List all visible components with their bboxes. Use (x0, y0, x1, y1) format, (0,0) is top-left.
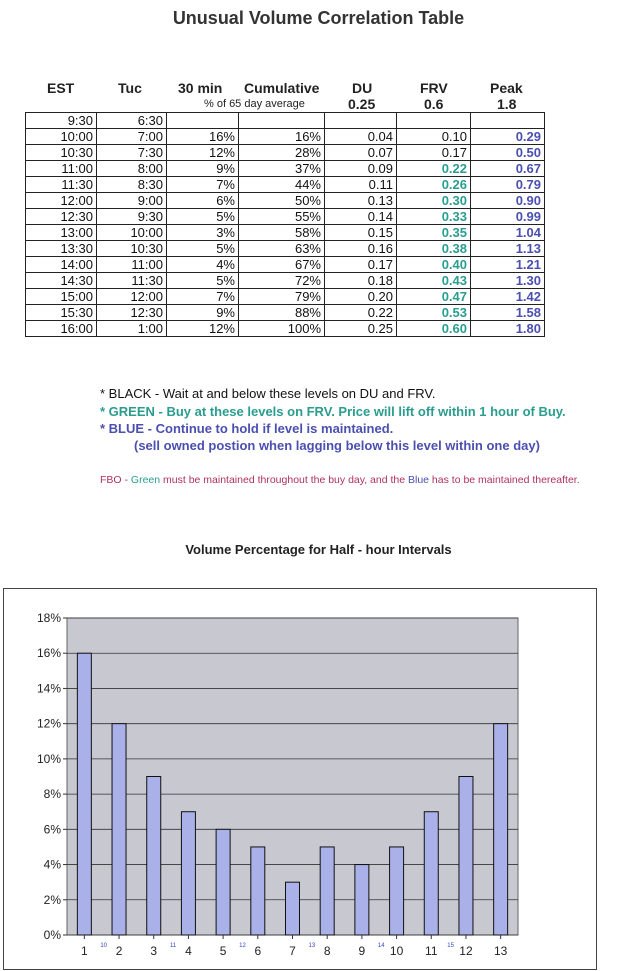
cell-tuc: 7:30 (97, 145, 167, 161)
cell-est: 10:30 (26, 145, 97, 161)
x-tick-label: 7 (289, 944, 296, 958)
header-frv-value: 0.6 (424, 96, 444, 112)
cell-tuc: 7:00 (97, 129, 167, 145)
cell-peak: 0.79 (471, 177, 545, 193)
y-tick-label: 18% (36, 611, 61, 625)
cell-peak: 0.29 (471, 129, 545, 145)
minor-x-label: 10 (100, 943, 108, 949)
minor-x-label: 15 (447, 943, 454, 949)
cell-cum: 16% (239, 129, 325, 145)
note-black: * BLACK - Wait at and below these levels on DU and FRV. (100, 386, 436, 401)
cell-du: 0.07 (325, 145, 397, 161)
cell-frv: 0.33 (397, 209, 471, 225)
bar (216, 829, 230, 935)
minor-x-label: 14 (377, 943, 385, 949)
cell-min30: 3% (167, 225, 239, 241)
cell-min30: 5% (167, 273, 239, 289)
cell-cum: 37% (239, 161, 325, 177)
cell-frv: 0.30 (397, 193, 471, 209)
cell-min30: 16% (167, 129, 239, 145)
header-peak-value: 1.8 (497, 96, 517, 112)
cell-cum: 100% (239, 321, 325, 337)
cell-est: 14:30 (26, 273, 97, 289)
cell-frv: 0.17 (397, 145, 471, 161)
cell-peak: 1.80 (471, 321, 545, 337)
cell-frv: 0.47 (397, 289, 471, 305)
cell-cum: 28% (239, 145, 325, 161)
x-tick-label: 11 (425, 944, 438, 958)
cell-tuc: 6:30 (97, 113, 167, 129)
x-tick-label: 2 (115, 944, 123, 958)
cell-peak: 1.58 (471, 305, 545, 321)
cell-cum: 58% (239, 225, 325, 241)
cell-tuc: 9:00 (97, 193, 167, 209)
cell-frv: 0.53 (397, 305, 471, 321)
cell-min30: 4% (167, 257, 239, 273)
bar (77, 653, 91, 935)
cell-peak: 1.30 (471, 273, 545, 289)
cell-frv: 0.40 (397, 257, 471, 273)
y-tick-label: 4% (43, 857, 61, 872)
chart-title: Volume Percentage for Half - hour Intervals (185, 542, 452, 557)
y-tick-label: 16% (36, 646, 61, 661)
y-tick-label: 0% (43, 928, 61, 942)
header-30min: 30 min (178, 80, 223, 96)
cell-peak: 0.50 (471, 145, 545, 161)
minor-x-label: 11 (169, 943, 177, 949)
y-tick-label: 10% (36, 751, 61, 766)
cell-min30: 5% (167, 241, 239, 257)
cell-du: 0.17 (325, 257, 397, 273)
cell-frv: 0.22 (397, 161, 471, 177)
cell-est: 9:30 (26, 113, 97, 129)
cell-min30: 7% (167, 177, 239, 193)
cell-est: 15:00 (26, 289, 97, 305)
bar (320, 847, 334, 935)
cell-du: 0.25 (325, 321, 397, 337)
cell-est: 12:30 (26, 209, 97, 225)
x-tick-label: 4 (185, 944, 192, 958)
y-tick-label: 6% (43, 822, 61, 837)
cell-est: 13:30 (26, 241, 97, 257)
cell-tuc: 10:30 (97, 241, 167, 257)
bar (286, 882, 300, 935)
cell-tuc: 8:30 (97, 177, 167, 193)
cell-est: 11:00 (26, 161, 97, 177)
fbo-suffix: has to be maintained thereafter. (429, 474, 580, 486)
cell-cum: 55% (239, 209, 325, 225)
cell-tuc: 1:00 (97, 321, 167, 337)
header-tuc: Tuc (118, 80, 142, 96)
cell-est: 14:00 (26, 257, 97, 273)
header-frv: FRV (420, 80, 448, 96)
bar (494, 724, 508, 935)
bar (355, 865, 369, 935)
cell-du: 0.15 (325, 225, 397, 241)
x-tick-label: 6 (254, 944, 262, 958)
cell-min30: 5% (167, 209, 239, 225)
minor-x-label: 13 (308, 943, 316, 949)
bar (147, 777, 161, 936)
fbo-middle: must be maintained throughout the buy day, and the (160, 474, 408, 486)
cell-du: 0.20 (325, 289, 397, 305)
bar (459, 777, 473, 936)
cell-tuc: 9:30 (97, 209, 167, 225)
cell-du: 0.09 (325, 161, 397, 177)
x-tick-label: 12 (459, 944, 473, 958)
cell-frv: 0.60 (397, 321, 471, 337)
cell-du: 0.04 (325, 129, 397, 145)
header-est: EST (47, 80, 75, 96)
x-tick-label: 3 (150, 944, 158, 958)
x-tick-label: 13 (493, 944, 508, 958)
note-green: * GREEN - Buy at these levels on FRV. Price will lift off within 1 hour of Buy. (100, 404, 566, 419)
cell-est: 12:00 (26, 193, 97, 209)
header-avg-note: % of 65 day average (204, 98, 305, 110)
bar (390, 847, 404, 935)
cell-est: 10:00 (26, 129, 97, 145)
fbo-prefix: FBO - (100, 474, 131, 486)
cell-cum: 79% (239, 289, 325, 305)
cell-du: 0.22 (325, 305, 397, 321)
cell-du: 0.16 (325, 241, 397, 257)
cell-min30: 7% (167, 289, 239, 305)
header-du-value: 0.25 (348, 96, 376, 112)
cell-du: 0.13 (325, 193, 397, 209)
minor-x-label: 12 (239, 943, 246, 949)
cell-tuc: 11:00 (97, 257, 167, 273)
cell-est: 13:00 (26, 225, 97, 241)
header-peak: Peak (490, 80, 523, 96)
note-blue-sub: (sell owned postion when lagging below this level within one day) (134, 438, 540, 453)
cell-est: 11:30 (26, 177, 97, 193)
cell-cum: 50% (239, 193, 325, 209)
header-du: DU (352, 80, 373, 96)
y-tick-label: 12% (36, 716, 61, 731)
y-tick-label: 14% (36, 681, 61, 696)
cell-min30: 12% (167, 321, 239, 337)
cell-peak: 1.13 (471, 241, 545, 257)
cell-frv: 0.43 (397, 273, 471, 289)
x-tick-label: 9 (358, 944, 366, 958)
y-tick-label: 2% (43, 892, 61, 907)
cell-min30: 9% (167, 161, 239, 177)
y-tick-label: 8% (43, 787, 61, 802)
cell-min30: 9% (167, 305, 239, 321)
cell-peak: 1.04 (471, 225, 545, 241)
cell-frv: 0.38 (397, 241, 471, 257)
cell-peak: 0.99 (471, 209, 545, 225)
fbo-green-word: Green (130, 474, 161, 486)
cell-est: 15:30 (26, 305, 97, 321)
header-cumulative: Cumulative (244, 80, 320, 96)
cell-cum: 67% (239, 257, 325, 273)
x-tick-label: 1 (81, 944, 88, 958)
x-tick-label: 5 (219, 944, 227, 958)
cell-cum: 63% (239, 241, 325, 257)
cell-tuc: 11:30 (97, 273, 167, 289)
note-blue: * BLUE - Continue to hold if level is maintained. (100, 421, 394, 436)
cell-peak: 1.42 (471, 289, 545, 305)
cell-min30: 12% (167, 145, 239, 161)
cell-frv: 0.26 (397, 177, 471, 193)
x-tick-label: 10 (389, 944, 404, 958)
cell-est: 16:00 (26, 321, 97, 337)
cell-tuc: 12:30 (97, 305, 167, 321)
cell-du: 0.11 (325, 177, 397, 193)
cell-frv: 0.35 (397, 225, 471, 241)
bar (181, 812, 195, 935)
cell-peak: 0.90 (471, 193, 545, 209)
cell-du: 0.14 (325, 209, 397, 225)
cell-min30: 6% (167, 193, 239, 209)
cell-tuc: 10:00 (97, 225, 167, 241)
page-title: Unusual Volume Correlation Table (172, 8, 465, 28)
cell-peak: 0.67 (471, 161, 545, 177)
bar (251, 847, 265, 935)
cell-du: 0.18 (325, 273, 397, 289)
cell-cum: 72% (239, 273, 325, 289)
x-tick-label: 8 (323, 944, 331, 958)
cell-cum: 88% (239, 305, 325, 321)
cell-tuc: 12:00 (97, 289, 167, 305)
cell-frv: 0.10 (397, 129, 471, 145)
bar (424, 812, 438, 935)
cell-peak: 1.21 (471, 257, 545, 273)
bar (112, 724, 126, 935)
fbo-blue-word: Blue (408, 474, 430, 486)
cell-cum: 44% (239, 177, 325, 193)
cell-tuc: 8:00 (97, 161, 167, 177)
